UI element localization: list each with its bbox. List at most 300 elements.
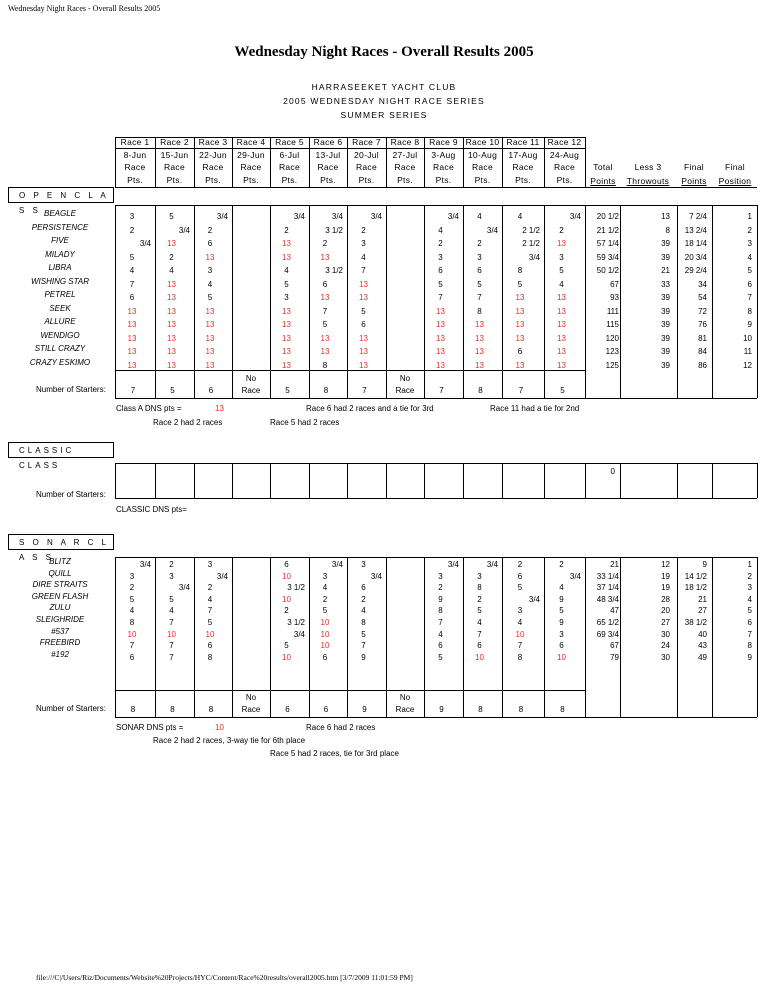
sonar-total-points: 48 3/4: [596, 594, 619, 604]
race-header-label: Race 2: [160, 137, 189, 147]
open-race-points: 6: [517, 347, 523, 356]
open-total-points: 57 1/4: [596, 239, 619, 248]
open-no-race: No: [399, 374, 411, 383]
sonar-total-points: 79: [610, 652, 619, 662]
open-dns-value: 13: [215, 404, 224, 413]
open-race-points: 13: [359, 347, 368, 356]
sonar-final-position: 2: [747, 571, 752, 581]
open-race-points: 2: [559, 225, 564, 235]
open-final-points: 54: [698, 293, 707, 302]
sonar-race-points: 5: [169, 594, 174, 604]
open-race-points: 13: [557, 293, 566, 302]
race-header-pts: Pts.: [127, 175, 143, 185]
open-race-points: 2: [169, 252, 174, 262]
sonar-starters-count: 8: [518, 705, 524, 714]
sonar-final-points: 18 1/2: [684, 583, 707, 593]
open-starters-count: 7: [130, 386, 136, 395]
sonar-final-position: 4: [747, 594, 752, 604]
open-race-points: 13: [475, 333, 484, 343]
open-final-points: 72: [698, 306, 707, 316]
race-header-label: Race 3: [198, 137, 228, 147]
sonar-boat-name: QUILL: [48, 568, 72, 578]
sonar-dns-value: 10: [215, 723, 224, 732]
open-total-points: 123: [605, 347, 619, 356]
race-header-race: Race: [394, 162, 416, 172]
sonar-race-points: 5: [207, 618, 213, 627]
open-starters-count: 8: [478, 386, 483, 395]
sonar-race-points: 2: [284, 606, 289, 616]
open-race-points: 5: [477, 279, 482, 289]
race-header-pts: Pts.: [435, 175, 452, 185]
sonar-race-points: 3/4: [569, 571, 581, 581]
open-race-points: 13: [436, 347, 445, 356]
sonar-final-points: 43: [698, 641, 707, 651]
sonar-race-points: 3/4: [331, 560, 343, 569]
sonar-race-points: 3: [559, 629, 564, 639]
open-race-points: 13: [515, 320, 525, 329]
summary-header-line1: Less 3: [634, 162, 662, 172]
open-starters-count: 5: [285, 386, 290, 395]
sonar-race-points: 8: [129, 618, 135, 627]
classic-total-points: 0: [610, 467, 615, 476]
sonar-final-position: 9: [747, 652, 752, 662]
open-dns-label: Class A DNS pts =: [116, 404, 182, 413]
open-race-points: 3/4: [528, 252, 540, 262]
open-race-points: 2: [207, 225, 213, 235]
open-race-points: 3/4: [447, 212, 459, 221]
sonar-race-points: 4: [517, 618, 523, 627]
classic-table-top: [115, 463, 757, 464]
sonar-race-points: 6: [129, 652, 135, 662]
sonar-race-points: 9: [361, 652, 366, 662]
sonar-race-points: 6: [361, 583, 366, 593]
open-race-points: 13: [515, 333, 525, 343]
open-table-top: [115, 205, 757, 206]
open-final-points: 81: [698, 333, 707, 343]
sonar-race-points: 4: [477, 618, 482, 627]
sonar-race-points: 8: [207, 652, 213, 662]
open-race-points: 13: [167, 306, 176, 316]
race-header-race: Race: [432, 162, 455, 172]
summary-header-line2: Throwouts: [626, 176, 670, 186]
open-throwouts: 39: [661, 360, 670, 370]
open-final-points: 86: [698, 360, 707, 370]
sonar-note: Race 5 had 2 races, tie for 3rd place: [270, 749, 399, 758]
open-starters-count: 5: [560, 386, 565, 395]
sonar-race-points: 3: [207, 560, 213, 569]
sonar-race-points: 6: [559, 641, 564, 651]
race-header-pts: Pts.: [474, 175, 491, 185]
sonar-race-points: 3: [477, 571, 482, 581]
open-final-points: 7 2/4: [689, 212, 707, 221]
open-note: Race 11 had a tie for 2nd: [490, 404, 580, 413]
open-race-points: 13: [436, 306, 445, 316]
open-final-position: 7: [747, 293, 752, 302]
open-boat-name: PERSISTENCE: [31, 222, 89, 232]
open-throwouts: 39: [661, 333, 670, 343]
sonar-race-points: 5: [361, 629, 366, 639]
open-race-points: 6: [207, 239, 213, 248]
open-race-points: 3/4: [486, 225, 498, 235]
sonar-starters-count: 9: [362, 705, 367, 714]
sonar-race-points: 3/4: [178, 583, 190, 593]
sonar-starters-count: 8: [130, 705, 136, 714]
race-header-pts: Pts.: [556, 175, 573, 185]
open-race-points: 13: [557, 360, 566, 370]
open-race-points: 13: [282, 360, 291, 370]
open-race-points: 13: [436, 333, 445, 343]
open-race-points: 3: [361, 239, 366, 248]
open-final-position: 2: [747, 225, 752, 235]
open-throwouts: 33: [661, 279, 670, 289]
open-race-points: 8: [322, 360, 328, 370]
race-header-pts: Pts.: [397, 175, 413, 185]
sonar-total-points: 21: [610, 560, 619, 569]
open-race-points: 13: [205, 333, 215, 343]
sonar-race-points: 10: [320, 629, 330, 639]
sonar-race-points: 5: [284, 641, 289, 651]
sonar-race-points: 10: [127, 629, 137, 639]
classic-col-line: [115, 463, 116, 498]
sonar-race-points: 3/4: [528, 594, 540, 604]
sonar-total-points: 47: [610, 606, 619, 616]
race-header-race: Race: [471, 162, 494, 172]
open-race-points: 13: [515, 306, 525, 316]
open-total-points: 120: [605, 333, 619, 343]
race-header-label: Race 1: [120, 137, 150, 147]
open-race-points: 13: [320, 252, 330, 262]
sonar-race-points: 10: [515, 629, 525, 639]
sonar-note: Race 2 had 2 races, 3-way tie for 6th place: [153, 736, 306, 745]
classic-col-line: [270, 463, 271, 498]
open-race-points: 13: [436, 360, 445, 370]
sonar-total-points: 65 1/2: [596, 618, 619, 627]
sonar-throwouts: 30: [661, 652, 670, 662]
classic-col-line: [463, 463, 464, 498]
sonar-no-race: Race: [241, 705, 261, 714]
open-race-points: 13: [515, 293, 525, 302]
race-header-date: 17-Aug: [508, 150, 538, 160]
sonar-race-points: 3 1/2: [287, 618, 305, 627]
classic-col-line: [347, 463, 348, 498]
open-race-points: 5: [322, 320, 328, 329]
open-note: Race 2 had 2 races: [153, 418, 223, 427]
open-throwouts: 39: [661, 293, 670, 302]
open-final-position: 9: [747, 320, 752, 329]
sonar-race-points: 3: [517, 606, 523, 616]
open-race-points: 7: [322, 306, 328, 316]
sonar-race-points: 6: [322, 652, 328, 662]
open-col-line: [757, 205, 758, 398]
summary-header-line1: Final: [725, 162, 745, 172]
open-race-points: 13: [167, 279, 176, 289]
sonar-race-points: 10: [282, 652, 291, 662]
open-race-points: 4: [207, 279, 213, 289]
open-race-points: 13: [167, 320, 176, 329]
open-race-points: 3: [284, 293, 289, 302]
sonar-final-points: 21: [698, 594, 707, 604]
open-race-points: 4: [559, 279, 564, 289]
open-race-points: 13: [205, 360, 215, 370]
sonar-race-points: 5: [129, 594, 135, 604]
open-race-points: 13: [127, 333, 137, 343]
open-race-points: 2: [477, 239, 482, 248]
open-race-points: 3/4: [370, 212, 382, 221]
sonar-race-points: 8: [477, 583, 482, 593]
open-boat-name: PETREL: [44, 290, 76, 299]
sonar-throwouts: 19: [661, 583, 670, 593]
sonar-race-points: 2: [438, 583, 443, 593]
race-header-pts: Pts.: [358, 175, 375, 185]
sonar-total-points: 67: [610, 641, 619, 651]
open-race-points: 3 1/2: [325, 266, 343, 275]
open-final-points: 34: [698, 279, 707, 289]
summary-header-line1: Total: [593, 162, 613, 172]
sonar-final-position: 3: [747, 583, 752, 593]
open-total-points: 20 1/2: [596, 212, 619, 221]
race-header-race: Race: [124, 162, 146, 172]
sonar-note: Race 6 had 2 races: [306, 723, 376, 732]
race-header-date: 20-Jul: [354, 150, 379, 160]
open-total-points: 125: [605, 360, 619, 370]
classic-col-line: [712, 463, 713, 498]
sonar-race-points: 7: [517, 641, 523, 651]
open-race-points: 3/4: [216, 212, 228, 221]
sonar-race-points: 10: [557, 652, 566, 662]
open-total-points: 111: [606, 306, 619, 316]
sonar-race-points: 4: [559, 583, 564, 593]
open-final-position: 1: [747, 212, 752, 221]
open-race-points: 13: [320, 333, 330, 343]
open-race-points: 13: [167, 333, 176, 343]
sonar-race-points: 2: [477, 594, 482, 604]
race-header-date: 24-Aug: [549, 150, 580, 160]
open-race-points: 13: [320, 347, 330, 356]
sonar-race-points: 2: [129, 583, 135, 593]
open-final-position: 4: [747, 252, 752, 262]
sonar-starters-count: 8: [478, 705, 483, 714]
sonar-race-points: 8: [438, 606, 443, 616]
open-throwouts: 8: [665, 225, 670, 235]
open-starters-top: [115, 370, 585, 371]
sonar-race-points: 3: [169, 571, 174, 581]
sonar-race-points: 9: [559, 618, 564, 627]
sonar-race-points: 9: [559, 594, 564, 604]
open-total-points: 21 1/2: [596, 225, 619, 235]
sonar-race-points: 6: [284, 560, 289, 569]
sonar-boat-name: DIRE STRAITS: [32, 580, 88, 590]
sonar-final-position: 1: [747, 560, 752, 569]
open-total-points: 115: [606, 320, 619, 329]
sonar-final-position: 6: [747, 618, 752, 627]
open-final-position: 10: [743, 333, 752, 343]
open-race-points: 5: [361, 306, 366, 316]
summary-header-line1: Final: [684, 162, 704, 172]
classic-col-line: [386, 463, 387, 498]
open-race-points: 13: [557, 333, 566, 343]
sonar-race-points: 4: [207, 594, 213, 604]
open-race-points: 13: [282, 252, 291, 262]
race-header-date: 3-Aug: [431, 150, 456, 160]
open-race-points: 13: [127, 360, 137, 370]
classic-dns-label: CLASSIC DNS pts=: [116, 505, 187, 514]
sonar-race-points: 8: [517, 652, 523, 662]
sonar-race-points: 10: [167, 629, 176, 639]
open-race-points: 2: [322, 239, 328, 248]
sonar-race-points: 6: [438, 641, 443, 651]
open-race-points: 13: [282, 320, 291, 329]
open-final-points: 13 2/4: [684, 225, 707, 235]
classic-col-line: [232, 463, 233, 498]
sonar-final-points: 38 1/2: [684, 618, 707, 627]
open-race-points: 2 1/2: [522, 225, 540, 235]
open-race-points: 13: [557, 347, 566, 356]
sonar-boat-name: BLITZ: [49, 557, 71, 566]
open-race-points: 4: [169, 266, 174, 275]
summary-header-line2: Points: [681, 176, 707, 186]
race-header-race: Race: [278, 162, 301, 172]
open-race-points: 2: [361, 225, 366, 235]
open-race-points: 3: [129, 212, 135, 221]
open-throwouts: 21: [661, 266, 670, 275]
open-total-points: 59 3/4: [596, 252, 619, 262]
classic-col-line: [194, 463, 195, 498]
page-footer-url: file:///C|/Users/Riz/Documents/Website%20Projects/HYC/Content/Race%20results/overall2005.htm [3/7/2009 11:01:59 PM]: [36, 973, 413, 982]
sonar-throwouts: 24: [661, 641, 670, 651]
sonar-race-points: 2: [207, 583, 213, 593]
sonar-throwouts: 28: [661, 594, 670, 604]
race-header-race: Race: [512, 162, 534, 172]
classic-col-line: [424, 463, 425, 498]
sonar-race-points: 8: [361, 618, 366, 627]
sonar-race-points: 2: [559, 560, 564, 569]
sonar-race-points: 7: [438, 618, 443, 627]
race-header-date: 29-Jun: [237, 150, 265, 160]
race-header-date: 22-Jun: [199, 150, 227, 160]
race-header-label: Race 10: [465, 137, 500, 147]
open-total-points: 50 1/2: [596, 266, 619, 275]
open-race-points: 7: [438, 293, 443, 302]
sonar-boat-name: GREEN FLASH: [31, 591, 89, 601]
race-header-label: Race 4: [236, 137, 266, 147]
open-race-points: 13: [127, 306, 137, 316]
sonar-race-points: 10: [282, 571, 291, 581]
sonar-starters-label: Number of Starters:: [36, 704, 106, 713]
open-final-position: 12: [743, 360, 752, 370]
sonar-race-points: 10: [320, 641, 330, 651]
classic-class-label: CLASSIC CLASS: [8, 442, 114, 458]
open-boat-name: LIBRA: [48, 263, 72, 272]
open-throwouts: 39: [661, 320, 670, 329]
open-race-points: 7: [129, 279, 135, 289]
sonar-race-points: 5: [477, 606, 482, 616]
open-final-points: 20 3/4: [684, 252, 707, 262]
sonar-race-points: 3: [322, 571, 328, 581]
open-race-points: 6: [322, 279, 328, 289]
sonar-race-points: 3/4: [486, 560, 498, 569]
classic-col-line: [502, 463, 503, 498]
sonar-race-points: 10: [320, 618, 330, 627]
open-starters-count: 8: [323, 386, 329, 395]
sonar-race-points: 5: [559, 606, 564, 616]
race-header-label: Race 9: [429, 137, 458, 147]
open-starters-count: 5: [170, 386, 175, 395]
race-header-label: Race 5: [275, 137, 304, 147]
sonar-final-points: 9: [702, 560, 707, 569]
sonar-final-position: 7: [747, 629, 752, 639]
sonar-race-points: 5: [322, 606, 328, 616]
sonar-race-points: 9: [438, 594, 443, 604]
sonar-race-points: 7: [169, 652, 174, 662]
open-race-points: 13: [557, 320, 566, 329]
open-no-race: Race: [241, 386, 261, 395]
open-throwouts: 13: [661, 212, 670, 221]
sonar-starters-count: 8: [560, 705, 565, 714]
sonar-race-points: 4: [169, 606, 174, 616]
race-header-pts: Pts.: [166, 175, 183, 185]
open-race-points: 13: [127, 347, 137, 356]
race-header-label: Race 12: [547, 137, 582, 147]
sonar-race-points: 3/4: [370, 571, 382, 581]
sonar-final-points: 14 1/2: [684, 571, 707, 581]
open-race-points: 13: [475, 360, 484, 370]
open-race-points: 13: [167, 239, 176, 248]
sonar-race-points: 6: [517, 571, 523, 581]
race-header-race: Race: [240, 162, 262, 172]
sonar-boat-name: #537: [51, 626, 69, 636]
subtitle-2: 2005 WEDNESDAY NIGHT RACE SERIES: [283, 96, 485, 106]
sonar-race-points: 7: [361, 641, 366, 651]
classic-col-line: [155, 463, 156, 498]
open-race-points: 3: [438, 252, 443, 262]
sonar-race-points: 3/4: [139, 560, 151, 569]
classic-table-bottom: [115, 498, 757, 499]
open-race-points: 13: [167, 293, 176, 302]
open-race-points: 13: [282, 306, 291, 316]
open-table-bottom: [115, 398, 757, 399]
classic-col-line: [309, 463, 310, 498]
sonar-starters-count: 8: [170, 705, 175, 714]
open-race-points: 3/4: [569, 212, 581, 221]
open-starters-count: 7: [518, 386, 524, 395]
sonar-race-points: 10: [282, 594, 291, 604]
open-throwouts: 39: [661, 306, 670, 316]
open-throwouts: 39: [661, 347, 670, 356]
sonar-race-points: 3 1/2: [287, 583, 305, 593]
open-race-points: 5: [559, 266, 564, 275]
subtitle-3: SUMMER SERIES: [340, 110, 428, 120]
open-race-points: 3: [207, 266, 213, 275]
open-race-points: 13: [167, 360, 176, 370]
open-boat-name: STILL CRAZY: [34, 344, 86, 353]
open-race-points: 4: [517, 212, 523, 221]
open-race-points: 13: [436, 320, 445, 329]
sonar-no-race: No: [399, 693, 411, 702]
sonar-race-points: 6: [207, 641, 213, 651]
open-no-race: No: [245, 374, 257, 383]
race-header-race: Race: [355, 162, 378, 172]
open-race-points: 13: [282, 239, 291, 248]
open-boat-name: SEEK: [49, 303, 71, 313]
open-race-points: 4: [284, 266, 289, 275]
race-header-label: Race 11: [506, 137, 540, 147]
sonar-race-points: 5: [517, 583, 523, 593]
open-race-points: 13: [127, 320, 137, 329]
open-race-points: 2: [284, 225, 289, 235]
race-header-pts: Pts.: [205, 175, 221, 185]
open-race-points: 6: [129, 293, 135, 302]
open-race-points: 3/4: [178, 225, 190, 235]
